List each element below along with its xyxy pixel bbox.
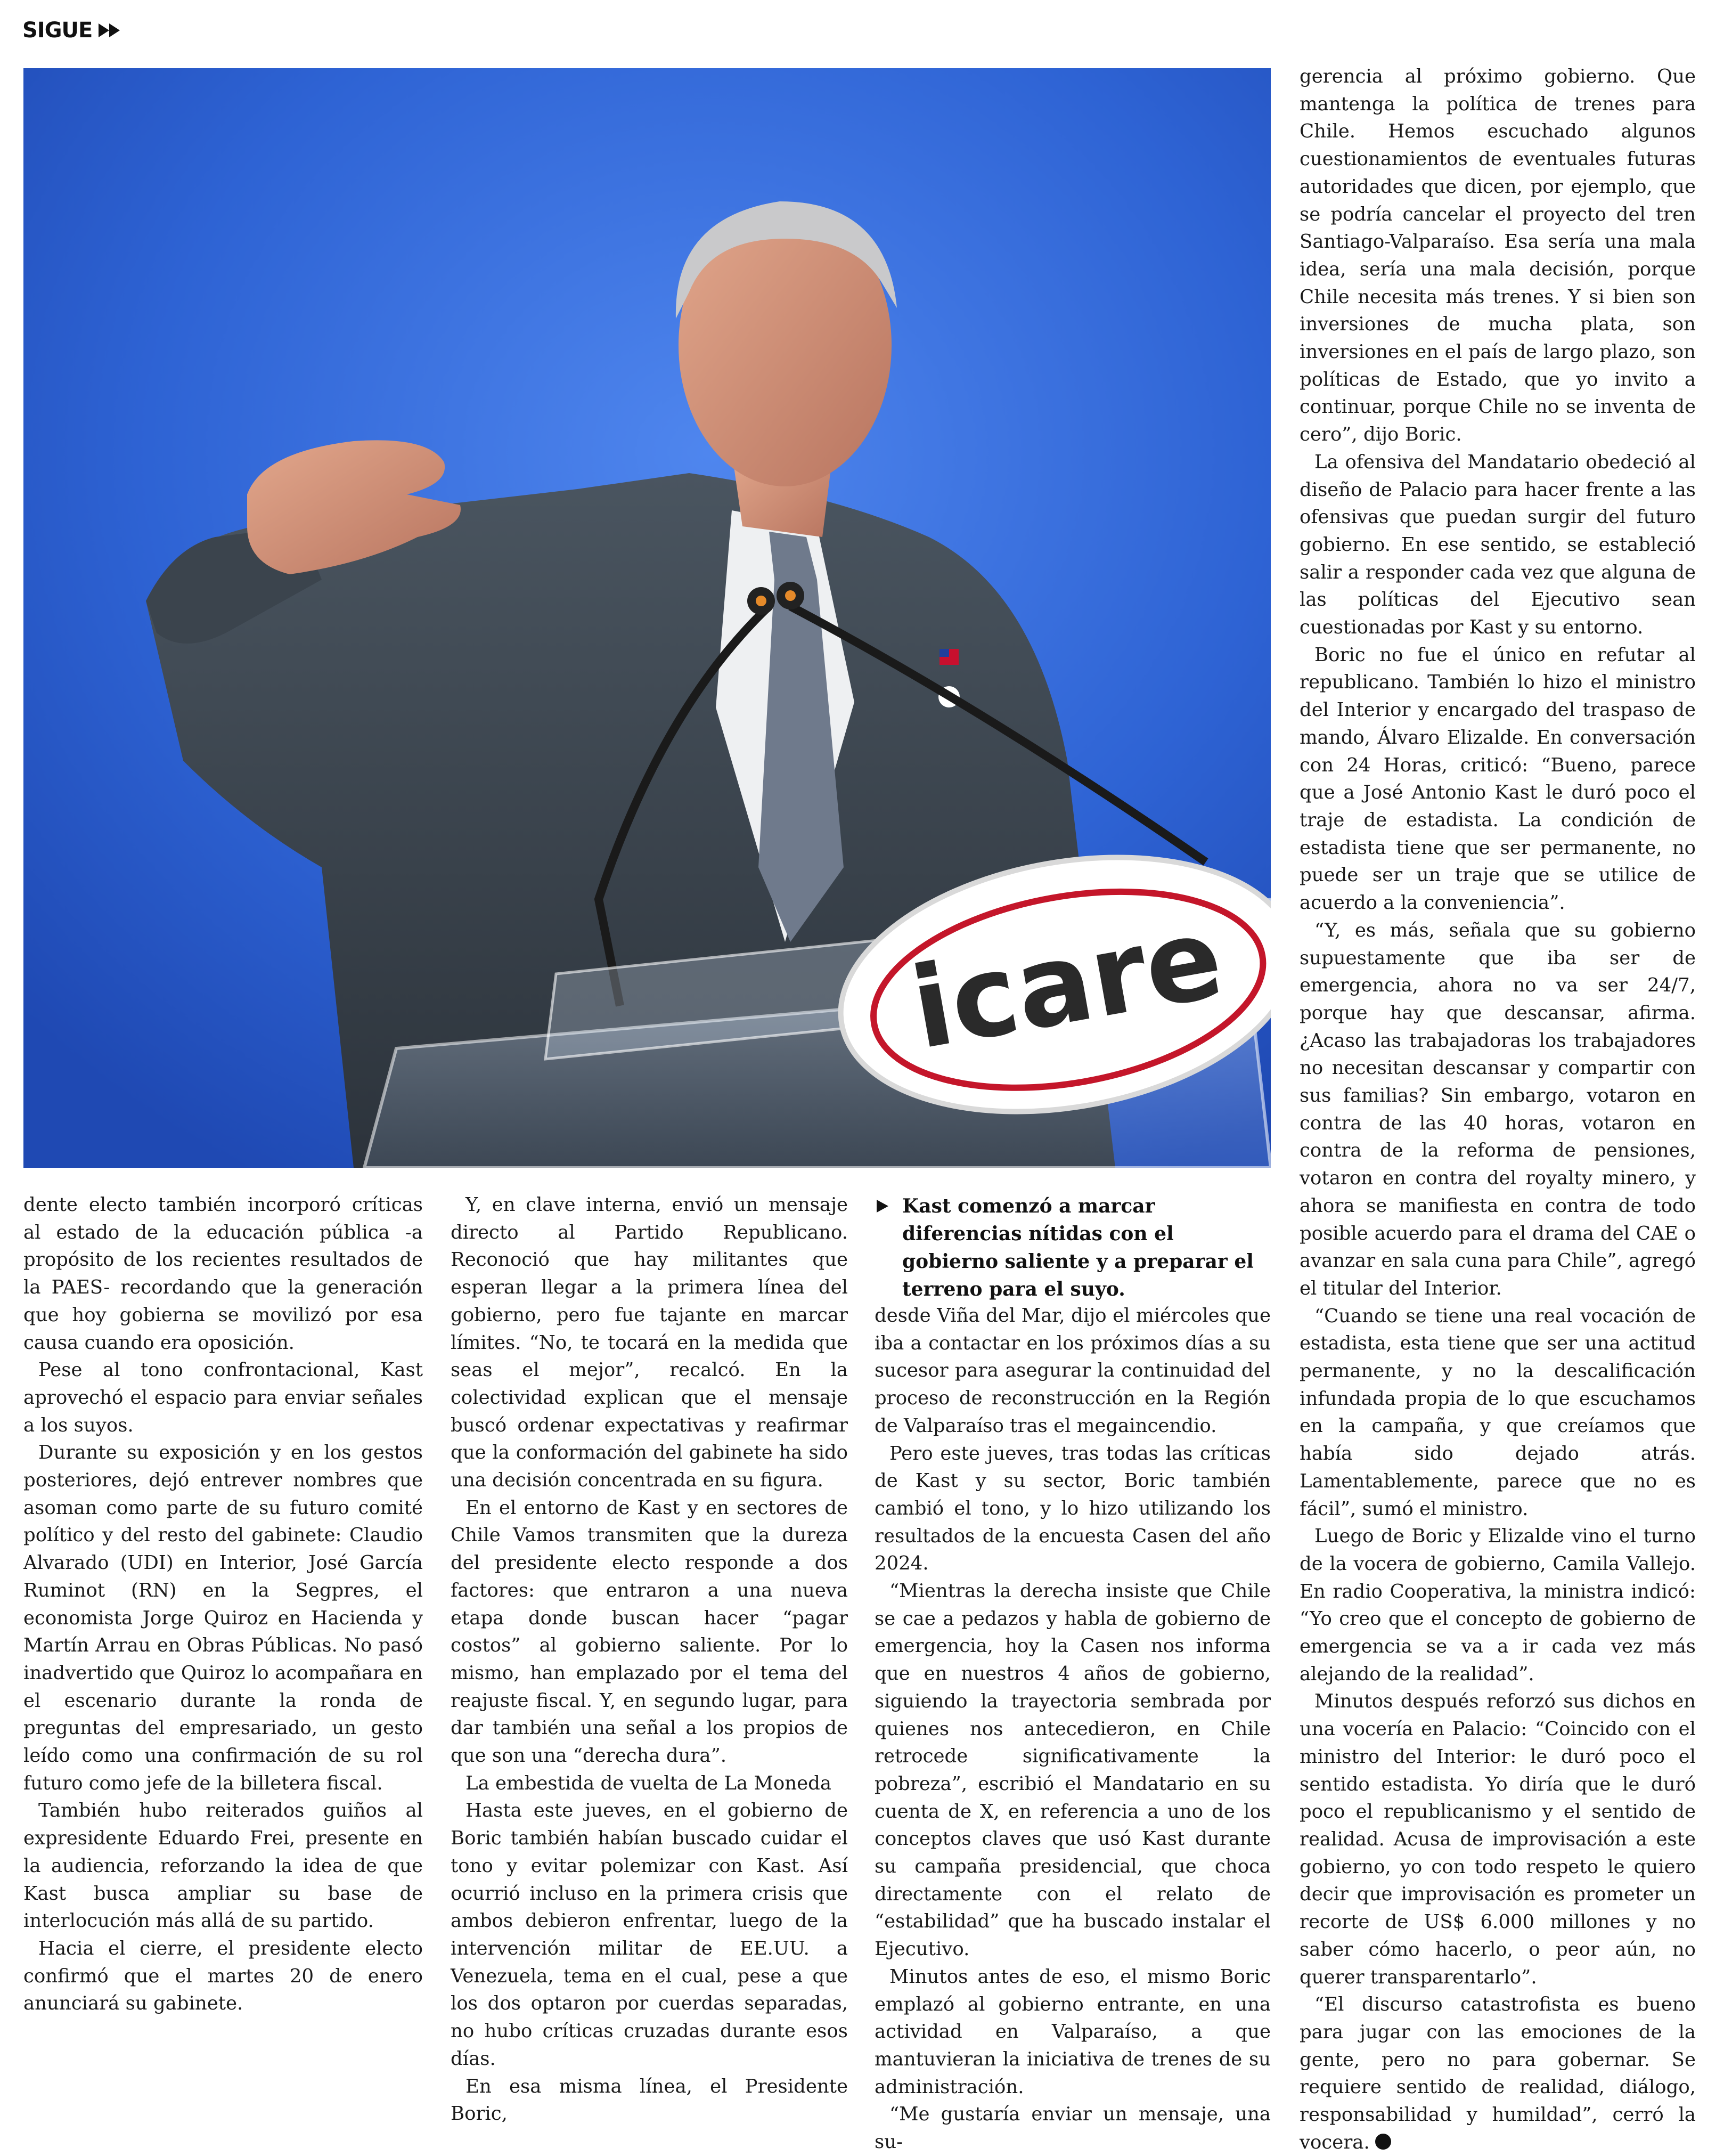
paragraph: Pese al tono confrontacional, Kast aprovechó el espacio para enviar señales a los suyos. xyxy=(23,1359,423,1436)
paragraph: “Mientras la derecha insiste que Chile se cae a pedazos y habla de gobierno de emergencia, hoy la Casen nos informa que en nuestros 4 años de gobierno, siguiendo la trayectoria sembrada por quienes nos antecedieron, en Chile retrocede significativamente la pobreza”, escribió el Mandatario en su cuenta de X, en referencia a uno de los conceptos claves que usó Kast durante su campaña presidencial, que choca directamente con el relato de “estabilidad” que ha buscado instalar el Ejecutivo. xyxy=(875,1580,1271,1960)
column-1 xyxy=(23,1191,423,2017)
paragraph: También hubo reiterados guiños al expresidente Eduardo Frei, presente en la audiencia, reforzando la idea de que Kast busca ampliar su base de interlocución más allá de su partido. xyxy=(23,1800,423,1932)
sigue-label xyxy=(22,18,120,43)
paragraph-final xyxy=(1300,1991,1696,2156)
paragraph: Minutos después reforzó sus dichos en una vocería en Palacio: “Coincido con el ministro del Interior: le duró poco el sentido estadista. Yo diría que le duró poco el republicanismo y el sentido de realidad. Acusa de improvisación a este gobierno, yo con todo respeto le quiero decir que improvisación es prometer un recorte de US$ 6.000 millones y no saber cómo hacerlo, o peor aún, no querer transparentarlo”. xyxy=(1300,1690,1696,1988)
paragraph: “Y, es más, señala que su gobierno supuestamente que iba ser de emergencia, ahora no va ser 24/7, porque hay que descansar, afirma. ¿Acaso las trabajadoras los trabajadores no necesitan descansar y compartir con sus familias? Sin embargo, votaron en contra de las 40 horas, votaron en contra de la reforma de pensiones, votaron en contra del royalty minero, y ahora se manifiesta en contra de todo posible acuerdo para el drama del CAE o avanzar en sala cuna para Chile”, agregó el titular del Interior. xyxy=(1300,919,1696,1299)
article-photo xyxy=(23,68,1271,1168)
column-3 xyxy=(875,1302,1271,2156)
final-paragraph-text: “El discurso catastrofista es bueno para jugar con las emociones de la gente, pero no para gobernar. Se requiere sentido de realidad, diálogo, responsabilidad y humildad”, cerró la vocera. xyxy=(1300,1994,1696,2153)
pull-quote-arrow-icon xyxy=(877,1200,888,1213)
paragraph: En esa misma línea, el Presidente Boric, xyxy=(451,2075,848,2125)
paragraph: Hacia el cierre, el presidente electo confirmó que el martes 20 de enero anunciará su gabinete. xyxy=(23,1937,423,2015)
paragraph: Durante su exposición y en los gestos posteriores, dejó entrever nombres que asoman como parte de su futuro comité político y del resto del gabinete: Claudio Alvarado (UDI) en Interior, José García Ruminot (RN) en la Segpres, el economista Jorge Quiroz en Hacienda y Martín Arrau en Obras Públicas. No pasó inadvertido que Quiroz lo acompañara en el escenario durante la ronda de preguntas del empresariado, un gesto leído como una confirmación de su rol futuro como jefe de la billetera fiscal. xyxy=(23,1442,423,1794)
column-4 xyxy=(1300,63,1696,2156)
pull-quote-text: Kast comenzó a marcar diferencias nítidas con el gobierno saliente y a preparar el terreno para el suyo. xyxy=(902,1195,1254,1300)
paragraph: Pero este jueves, tras todas las críticas de Kast y su sector, Boric también cambió el tono, y lo hizo utilizando los resultados de la encuesta Casen del año 2024. xyxy=(875,1442,1271,1575)
paragraph: dente electo también incorporó críticas al estado de la educación pública -a propósito de los recientes resultados de la PAES- recordando que la generación que hoy gobierna se movilizó por esa causa cuando era oposición. xyxy=(23,1194,423,1354)
paragraph: Hasta este jueves, en el gobierno de Boric también habían buscado cuidar el tono y evitar polemizar con Kast. Así ocurrió incluso en la primera crisis que ambos debieron enfrentar, luego de la intervención militar de EE.UU. a Venezuela, tema en el cual, pese a que los dos optaron por cuerdas separadas, no hubo críticas cruzadas durante esos días. xyxy=(451,1800,848,2070)
sigue-text: SIGUE xyxy=(22,18,93,43)
paragraph: En el entorno de Kast y en sectores de Chile Vamos transmiten que la dureza del presidente electo responde a dos factores: que entraron a una nueva etapa donde buscan hacer “pagar costos” al gobierno saliente. Por lo mismo, han emplazado por el tema del reajuste fiscal. Y, en segundo lugar, para dar también una señal a los propios de que son una “derecha dura”. xyxy=(451,1496,848,1767)
paragraph: desde Viña del Mar, dijo el miércoles que iba a contactar en los próximos días a su sucesor para asegurar la continuidad del proceso de reconstrucción en la Región de Valparaíso tras el megaincendio. xyxy=(875,1305,1271,1437)
speaker-at-podium-image xyxy=(23,68,1271,1168)
paragraph: Minutos antes de eso, el mismo Boric emplazó al gobierno entrante, en una actividad en Valparaíso, a que mantuvieran la iniciativa de trenes de su administración. xyxy=(875,1965,1271,2098)
paragraph: La ofensiva del Mandatario obedeció al diseño de Palacio para hacer frente a las ofensivas que puedan surgir del futuro gobierno. En ese sentido, se estableció salir a responder cada vez que alguna de las políticas del Ejecutivo sean cuestionadas por Kast y su entorno. xyxy=(1300,451,1696,639)
end-of-article-icon xyxy=(1375,2134,1391,2150)
paragraph: “Cuando se tiene una real vocación de estadista, esta tiene que ser una actitud permanente, y no la descalificación infundada propia de lo que escuchamos en la campaña, y que creíamos que había sido dejado atrás. Lamentablemente, parece que no es fácil”, sumó el ministro. xyxy=(1300,1305,1696,1520)
paragraph: Boric no fue el único en refutar al republicano. También lo hizo el ministro del Interior y encargado del traspaso de mando, Álvaro Elizalde. En conversación con 24 Horas, criticó: “Bueno, parece que a José Antonio Kast le duró poco el traje de estadista. La condición de estadista tiene que ser permanente, no puede ser un traje que se utilice de acuerdo a la conveniencia”. xyxy=(1300,644,1696,914)
paragraph: Y, en clave interna, envió un mensaje directo al Partido Republicano. Reconoció que hay militantes que esperan llegar a la primera línea del gobierno, pero fue tajante en marcar límites. “No, te tocará en la medida que seas el mejor”, recalcó. En la colectividad explican que el mensaje buscó ordenar expectativas y reafirmar que la conformación del gabinete ha sido una decisión concentrada en su figura. xyxy=(451,1194,848,1492)
pull-quote xyxy=(902,1192,1271,1303)
column-2 xyxy=(451,1191,848,2128)
paragraph: gerencia al próximo gobierno. Que mantenga la política de trenes para Chile. Hemos escuchado algunos cuestionamientos de eventuales futuras autoridades que dicen, por ejemplo, que se podría cancelar el proyecto del tren Santiago-Valparaíso. Esa sería una mala idea, sería una mala decisión, porque Chile necesita más trenes. Y si bien son inversiones de mucha plata, son inversiones en el país de largo plazo, son políticas de Estado, que yo invito a continuar, porque Chile no se inventa de cero”, dijo Boric. xyxy=(1300,66,1696,446)
podium-logo-text: icare xyxy=(902,892,1232,1075)
subheading: La embestida de vuelta de La Moneda xyxy=(465,1772,831,1794)
paragraph: Luego de Boric y Elizalde vino el turno de la vocera de gobierno, Camila Vallejo. En radio Cooperativa, la ministra indicó: “Yo creo que el concepto de gobierno de emergencia se va a ir cada vez más alejando de la realidad”. xyxy=(1300,1525,1696,1685)
paragraph: “Me gustaría enviar un mensaje, una su- xyxy=(875,2103,1271,2153)
forward-arrows-icon xyxy=(99,23,120,37)
